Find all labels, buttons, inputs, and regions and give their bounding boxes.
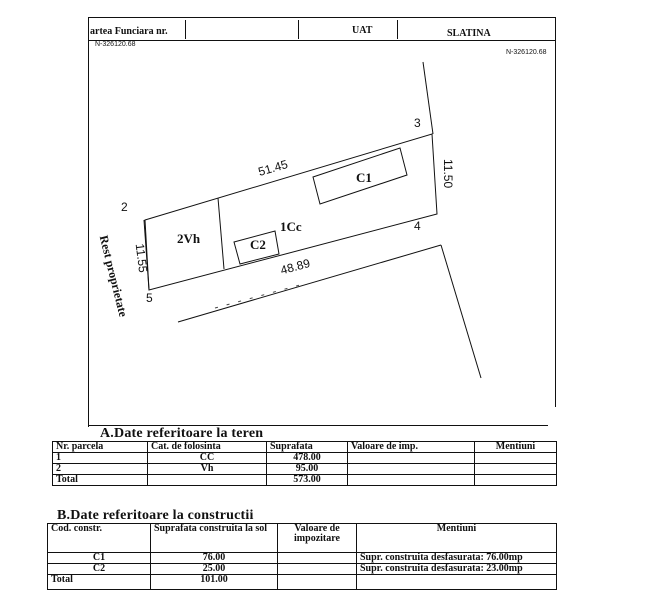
table-row <box>48 575 557 590</box>
teren-cell <box>148 475 267 486</box>
table-row <box>53 464 557 475</box>
teren-cell: 573.00 <box>267 475 348 486</box>
rest-proprietate-label: Rest proprietate <box>96 233 131 319</box>
length-bottom: 48.89 <box>278 256 312 278</box>
teren-col-nr: Nr. parcela <box>53 442 148 453</box>
constr-cell: 25.00 <box>151 564 278 575</box>
constr-col-valoare: Valoare de impozitare <box>278 524 357 553</box>
teren-col-valoare: Valoare de imp. <box>348 442 475 453</box>
constr-col-mentiuni: Mentiuni <box>357 524 557 553</box>
teren-cell: 2 <box>53 464 148 475</box>
teren-cell <box>475 464 557 475</box>
faint-marks <box>215 285 300 308</box>
parcel-2vh-label: 2Vh <box>177 231 201 246</box>
constructii-table <box>47 523 557 590</box>
constructii-header-row <box>48 524 557 553</box>
teren-col-suprafata: Suprafata <box>267 442 348 453</box>
point-3-label: 3 <box>414 116 421 130</box>
teren-cell <box>475 475 557 486</box>
parcel-divider <box>218 198 224 269</box>
coord-right: N-326120.68 <box>506 49 547 56</box>
table-row <box>53 475 557 486</box>
length-top: 51.45 <box>256 157 290 179</box>
constr-cell: C1 <box>48 553 151 564</box>
teren-cell: 1 <box>53 453 148 464</box>
constr-cell: Supr. construita desfasurata: 23.00mp <box>357 564 557 575</box>
teren-cell: Vh <box>148 464 267 475</box>
teren-cell <box>348 475 475 486</box>
constr-col-cod: Cod. constr. <box>48 524 151 553</box>
constr-cell: Supr. construita desfasurata: 76.00mp <box>357 553 557 564</box>
carte-funciara-label: artea Funciara nr. <box>90 26 168 37</box>
constr-col-suprafata: Suprafata construita la sol <box>151 524 278 553</box>
point-2-label: 2 <box>121 200 128 214</box>
constr-cell: 76.00 <box>151 553 278 564</box>
teren-header-row <box>53 442 557 453</box>
neighbor-line-right <box>441 245 481 378</box>
point-5-label: 5 <box>146 291 153 305</box>
teren-cell <box>348 453 475 464</box>
point-4-label: 4 <box>414 219 421 233</box>
constructii-title: B.Date referitoare la constructii <box>57 508 254 523</box>
teren-cell: 95.00 <box>267 464 348 475</box>
teren-cell: 478.00 <box>267 453 348 464</box>
teren-col-cat: Cat. de folosinta <box>148 442 267 453</box>
length-left: 11.55 <box>132 242 151 274</box>
building-c1-label: C1 <box>356 170 372 185</box>
building-c2-label: C2 <box>250 237 266 252</box>
constr-cell: C2 <box>48 564 151 575</box>
parcel-1cc-label: 1Cc <box>280 219 302 234</box>
teren-cell: CC <box>148 453 267 464</box>
neighbor-line-top <box>423 62 433 134</box>
constr-cell <box>278 575 357 590</box>
constr-cell <box>278 553 357 564</box>
teren-col-mentiuni: Mentiuni <box>475 442 557 453</box>
constr-cell: 101.00 <box>151 575 278 590</box>
constr-cell: Total <box>48 575 151 590</box>
teren-title: A.Date referitoare la teren <box>100 426 264 441</box>
length-right: 11.50 <box>441 159 455 189</box>
teren-cell: Total <box>53 475 148 486</box>
coord-left: N-326120.68 <box>95 41 136 48</box>
uat-label: UAT <box>352 25 373 36</box>
constr-cell <box>357 575 557 590</box>
teren-cell <box>348 464 475 475</box>
teren-table <box>52 441 557 486</box>
table-row <box>48 553 557 564</box>
neighbor-line-lower <box>178 245 441 322</box>
constr-cell <box>278 564 357 575</box>
table-row <box>53 453 557 464</box>
teren-cell <box>475 453 557 464</box>
uat-value: SLATINA <box>447 28 491 39</box>
table-row <box>48 564 557 575</box>
